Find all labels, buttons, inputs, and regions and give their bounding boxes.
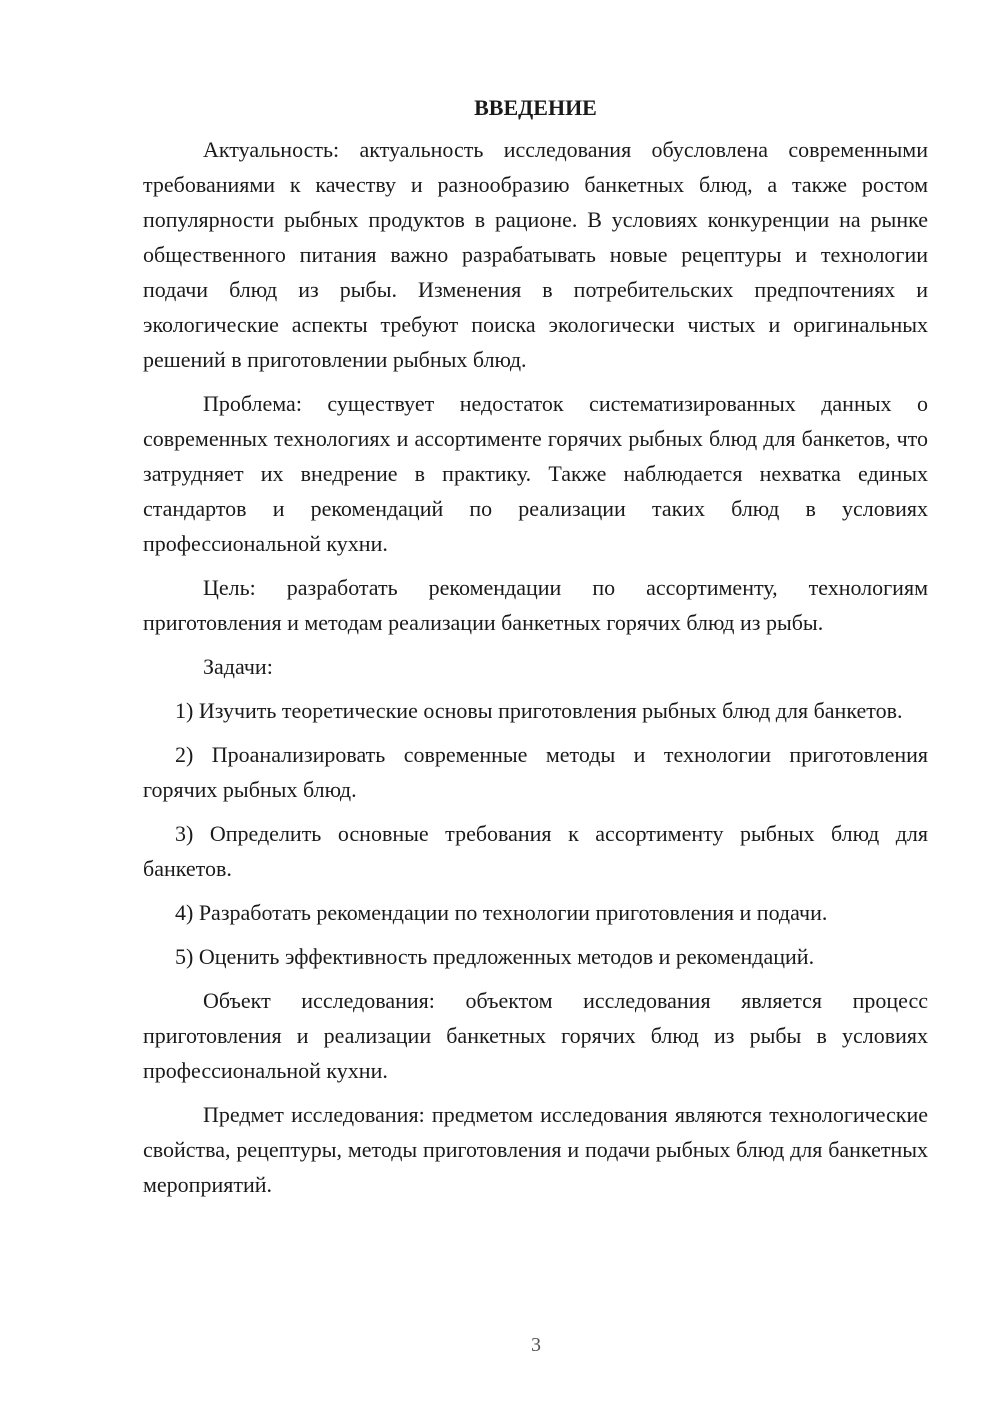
subject-paragraph: Предмет исследования: предметом исследования являются технологические свойства, рецептуры, методы приготовления и подачи рыбных блюд для банкетных мероприятий.	[143, 1102, 928, 1197]
problem-paragraph: Проблема: существует недостаток систематизированных данных о современных технологиях и ассортименте горячих рыбных блюд для банкетов, что затрудняет их внедрение в практику. Также наблюдается нехватка единых стандартов и рекомендаций по реализации таких блюд в условиях профессиональной кухни.	[143, 391, 928, 556]
task-item-2: 2) Проанализировать современные методы и технологии приготовления горячих рыбных блюд.	[143, 742, 928, 802]
page-content	[143, 90, 928, 1211]
task-item-5: 5) Оценить эффективность предложенных методов и рекомендаций.	[175, 944, 815, 969]
task-item-4: 4) Разработать рекомендации по технологии приготовления и подачи.	[175, 900, 828, 925]
task-item-1: 1) Изучить теоретические основы приготовления рыбных блюд для банкетов.	[175, 698, 903, 723]
page-title: ВВЕДЕНИЕ	[474, 95, 597, 120]
goal-paragraph: Цель: разработать рекомендации по ассортименту, технологиям приготовления и методам реализации банкетных горячих блюд из рыбы.	[143, 575, 928, 635]
relevance-paragraph: Актуальность: актуальность исследования обусловлена современными требованиями к качеству и разнообразию банкетных блюд, а также ростом популярности рыбных продуктов в рационе. В условиях конкуренции на рынке общественного питания важно разрабатывать новые рецептуры и технологии подачи блюд из рыбы. Изменения в потребительских предпочтениях и экологические аспекты требуют поиска экологически чистых и оригинальных решений в приготовлении рыбных блюд.	[143, 137, 928, 372]
page-number: 3	[531, 1334, 541, 1356]
object-paragraph: Объект исследования: объектом исследования является процесс приготовления и реализации банкетных горячих блюд из рыбы в условиях профессиональной кухни.	[143, 988, 928, 1083]
tasks-heading: Задачи:	[203, 654, 273, 679]
task-item-3: 3) Определить основные требования к ассортименту рыбных блюд для банкетов.	[143, 821, 928, 881]
